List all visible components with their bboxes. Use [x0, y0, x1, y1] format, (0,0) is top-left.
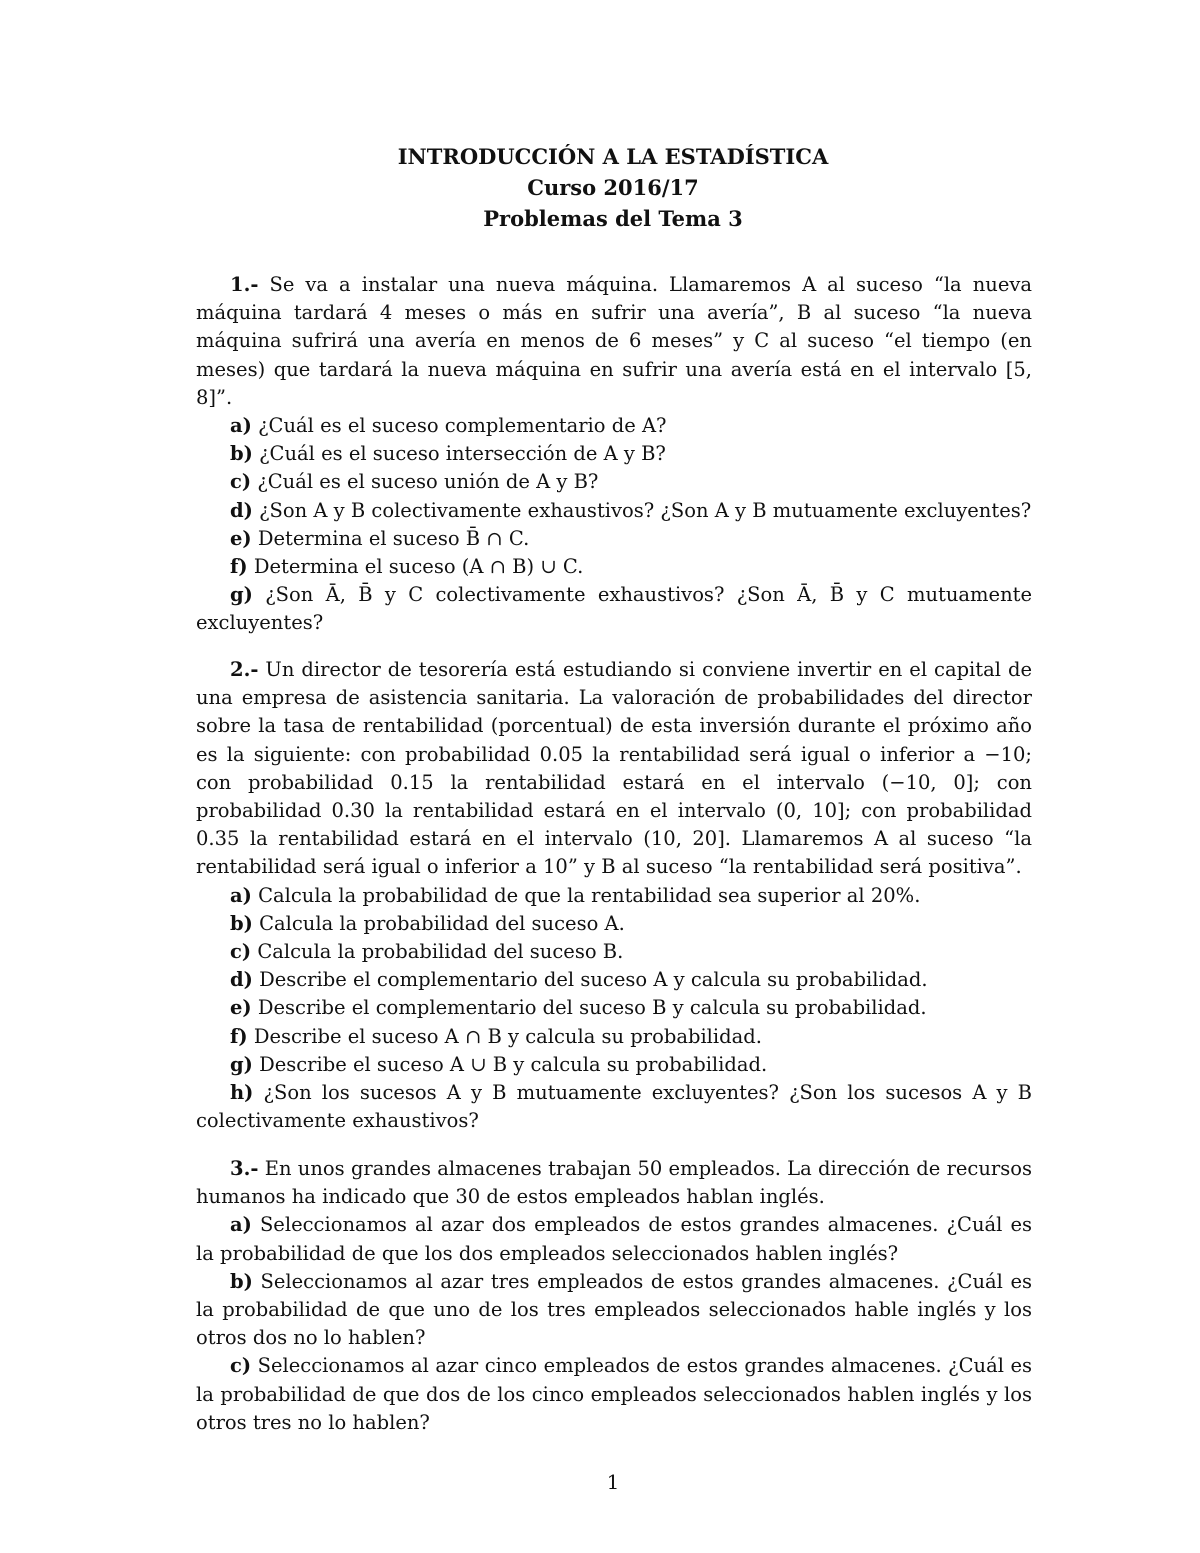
problem-item: g) Describe el suceso A ∪ B y calcula su probabilidad. — [230, 1052, 768, 1076]
problem-statement: 3.- En unos grandes almacenes trabajan 50 empleados. La dirección de recursos humanos ha indicado que 30 de estos empleados hablan inglés. — [196, 1157, 1032, 1209]
problem-number: 3.- — [230, 1157, 259, 1180]
problem-item: b) Seleccionamos al azar tres empleados de estos grandes almacenes. ¿Cuál es la probabilidad de que uno de los tres empleados seleccionados hable inglés y los otros dos no lo hablen? — [196, 1269, 1032, 1350]
problem-item: e) Determina el suceso B̄ ∩ C. — [230, 526, 530, 550]
problem-item: b) Calcula la probabilidad del suceso A. — [230, 911, 625, 935]
problem-item: c) Seleccionamos al azar cinco empleados de estos grandes almacenes. ¿Cuál es la probabilidad de que dos de los cinco empleados seleccionados hablen inglés y los otros tres no lo hablen? — [196, 1354, 1032, 1434]
problem-item: f) Determina el suceso (A ∩ B) ∪ C. — [230, 555, 584, 579]
problem-item: d) ¿Son A y B colectivamente exhaustivos? ¿Son A y B mutuamente excluyentes? — [230, 498, 1032, 522]
document-header — [0, 141, 1200, 234]
course-year: Curso 2016/17 — [527, 175, 699, 200]
problem-item: d) Describe el complementario del suceso A y calcula su probabilidad. — [230, 968, 928, 992]
problem-statement: 1.- Se va a instalar una nueva máquina. Llamaremos A al suceso “la nueva máquina tardará 4 meses o más en sufrir una avería”, B al suceso “la nueva máquina sufrirá una avería en menos de 6 meses” y C al suceso “el tiempo (en meses) que tardará la nueva máquina en sufrir una avería está en el intervalo [5, 8]”. — [196, 273, 1033, 409]
problem-item: c) Calcula la probabilidad del suceso B. — [230, 940, 624, 964]
page-number: 1 — [606, 1470, 620, 1494]
problem-statement: 2.- Un director de tesorería está estudiando si conviene invertir en el capital de una empresa de asistencia sanitaria. La valoración de probabilidades del director sobre la tasa de rentabilidad (porcentual) de esta inversión durante el próximo año es la siguiente: con probabilidad 0.05 la rentabilidad será igual o inferior a −10; con probabilidad 0.15 la rentabilidad estará en el intervalo (−10, 0]; con probabilidad 0.30 la rentabilidad estará en el intervalo (0, 10]; con probabilidad 0.35 la rentabilidad estará en el intervalo (10, 20]. Llamaremos A al suceso “la rentabilidad será igual o inferior a 10” y B al suceso “la rentabilidad será positiva”. — [196, 658, 1032, 879]
problem-item: c) ¿Cuál es el suceso unión de A y B? — [230, 470, 599, 494]
problem-item: a) Calcula la probabilidad de que la rentabilidad sea superior al 20%. — [230, 883, 921, 907]
document-title: INTRODUCCIÓN A LA ESTADÍSTICA — [397, 144, 829, 169]
problem-number: 1.- — [230, 273, 259, 296]
problem-1 — [196, 271, 1032, 638]
problem-3 — [196, 1155, 1032, 1437]
problem-item: h) ¿Son los sucesos A y B mutuamente excluyentes? ¿Son los sucesos A y B colectivamente exhaustivos? — [196, 1081, 1032, 1133]
problem-item: e) Describe el complementario del suceso B y calcula su probabilidad. — [230, 996, 927, 1020]
problem-item: g) ¿Son Ā, B̄ y C colectivamente exhaustivos? ¿Son Ā, B̄ y C mutuamente excluyentes? — [196, 583, 1032, 635]
document-subtitle: Problemas del Tema 3 — [483, 206, 743, 231]
problem-item: f) Describe el suceso A ∩ B y calcula su probabilidad. — [230, 1024, 762, 1048]
problem-number: 2.- — [230, 658, 259, 681]
problem-item: a) ¿Cuál es el suceso complementario de A? — [230, 414, 667, 438]
problem-item: b) ¿Cuál es el suceso intersección de A y B? — [230, 442, 666, 466]
problem-item: a) Seleccionamos al azar dos empleados de estos grandes almacenes. ¿Cuál es la probabilidad de que los dos empleados seleccionados hablen inglés? — [196, 1213, 1032, 1265]
problem-2 — [196, 656, 1032, 1135]
